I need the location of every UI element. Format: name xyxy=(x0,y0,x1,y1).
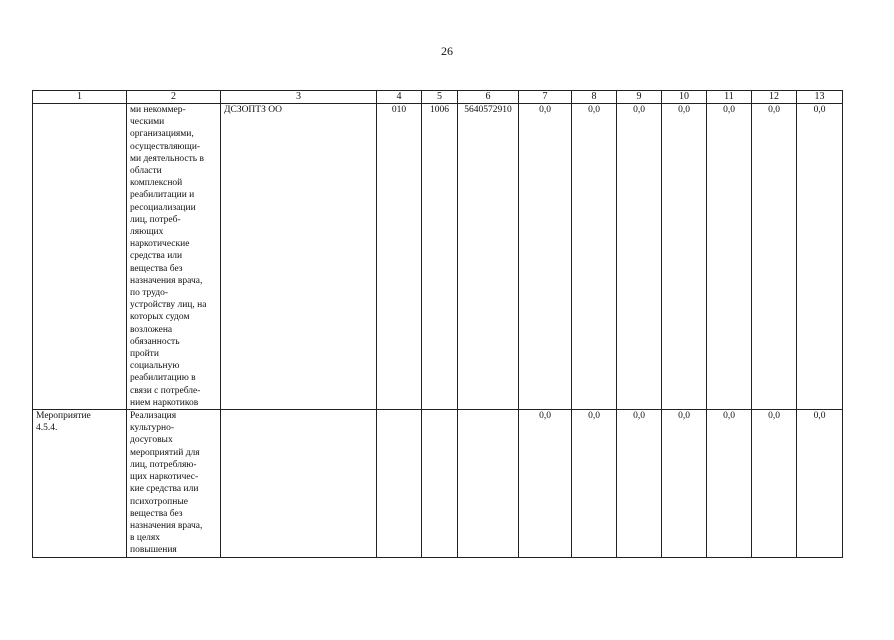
column-header: 7 xyxy=(519,91,572,104)
code-cell xyxy=(377,410,422,557)
column-header: 3 xyxy=(221,91,377,104)
code-cell: 5640572910 xyxy=(458,104,519,410)
value-cell: 0,0 xyxy=(519,410,572,557)
table-row xyxy=(33,410,843,557)
column-header: 8 xyxy=(572,91,617,104)
executor-cell xyxy=(221,410,377,557)
value-cell: 0,0 xyxy=(662,410,707,557)
column-header: 11 xyxy=(707,91,752,104)
column-header: 12 xyxy=(752,91,797,104)
value-cell: 0,0 xyxy=(617,410,662,557)
description-cell: ми некоммер- ческими организациями, осуществляющи- ми деятельность в области комплексной реабилитации и ресоциализации лиц, потреб- ляющих наркотические средства или вещества без назначения врача, по трудо- устройству лиц, на которых судом возложена обязанность пройти социальную реабилитацию в связи с потребле- нием наркотиков xyxy=(127,104,221,410)
value-cell: 0,0 xyxy=(752,410,797,557)
description-cell: Реализация культурно- досуговых мероприятий для лиц, потребляю- щих наркотичес- кие средства или психотропные вещества без назначения врача, в целях повышения xyxy=(127,410,221,557)
value-cell: 0,0 xyxy=(662,104,707,410)
column-header: 9 xyxy=(617,91,662,104)
column-number-row xyxy=(33,91,843,104)
column-header: 2 xyxy=(127,91,221,104)
value-cell: 0,0 xyxy=(617,104,662,410)
value-cell: 0,0 xyxy=(752,104,797,410)
column-header: 4 xyxy=(377,91,422,104)
column-header: 13 xyxy=(797,91,843,104)
code-cell xyxy=(458,410,519,557)
event-cell xyxy=(33,104,127,410)
table-row xyxy=(33,104,843,410)
column-header: 10 xyxy=(662,91,707,104)
value-cell: 0,0 xyxy=(797,104,843,410)
code-cell xyxy=(422,410,458,557)
value-cell: 0,0 xyxy=(707,410,752,557)
value-cell: 0,0 xyxy=(797,410,843,557)
column-header: 1 xyxy=(33,91,127,104)
value-cell: 0,0 xyxy=(572,410,617,557)
value-cell: 0,0 xyxy=(519,104,572,410)
value-cell: 0,0 xyxy=(572,104,617,410)
column-header: 6 xyxy=(458,91,519,104)
code-cell: 1006 xyxy=(422,104,458,410)
page-number: 26 xyxy=(441,44,453,58)
code-cell: 010 xyxy=(377,104,422,410)
budget-table xyxy=(32,90,843,558)
column-header: 5 xyxy=(422,91,458,104)
executor-cell: ДСЗОПТЗ ОО xyxy=(221,104,377,410)
value-cell: 0,0 xyxy=(707,104,752,410)
event-cell: Мероприятие 4.5.4. xyxy=(33,410,127,557)
